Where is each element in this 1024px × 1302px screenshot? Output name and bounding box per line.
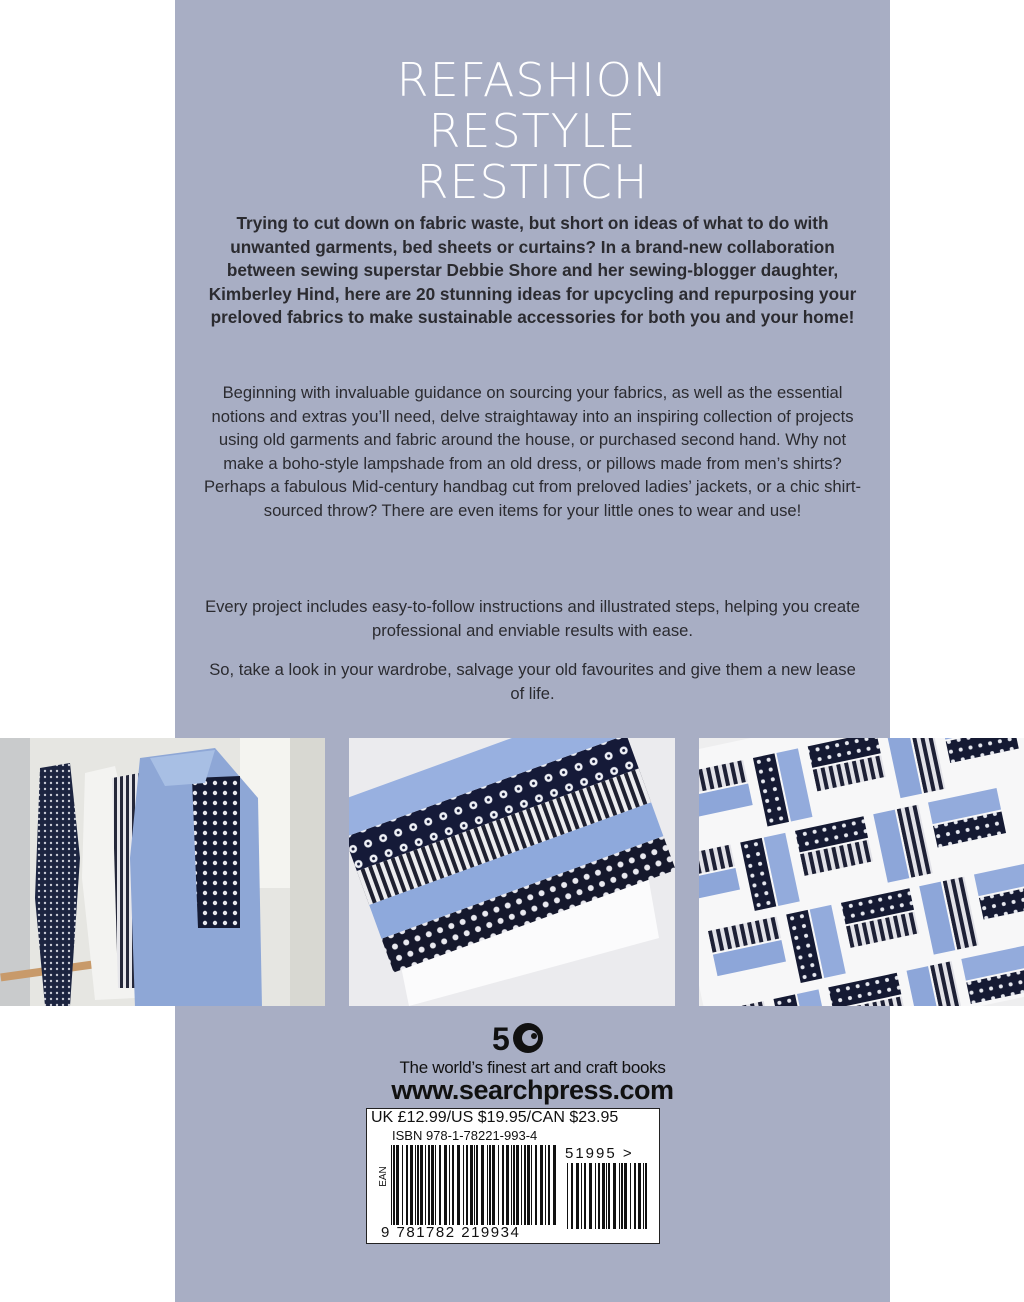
body-paragraph-1: Beginning with invaluable guidance on sourcing your fabrics, as well as the essential notions and extras you’ll need, delve straightaway into an inspiring collection of projects using old garments and fabric around the house, or purchased second hand. Why not make a boho-style lampshade from an old dress, or pillows made from men’s shirts? Perhaps a fabulous Mid-century handbag cut from preloved ladies’ jackets, or a chic shirt-sourced throw? There are even items for your little ones to wear and use! <box>203 383 861 520</box>
barcode-bar <box>406 1145 408 1225</box>
barcode-bar <box>516 1145 519 1225</box>
barcode-bar <box>645 1163 647 1229</box>
barcode-bar <box>621 1163 623 1229</box>
barcode-bar <box>638 1163 641 1229</box>
barcode-bar <box>598 1163 600 1229</box>
barcode-bar <box>606 1163 607 1229</box>
barcode-bar <box>619 1163 620 1229</box>
photo-fabric-strips <box>349 738 675 1006</box>
barcode-bar <box>393 1145 395 1225</box>
publisher-url: www.searchpress.com <box>391 1075 674 1105</box>
barcode-bar <box>602 1163 605 1229</box>
barcode-bar <box>595 1163 596 1229</box>
barcode-bar <box>527 1145 530 1225</box>
barcode-bar <box>513 1145 515 1225</box>
price-text: UK £12.99/US $19.95/CAN $23.95 <box>371 1109 619 1126</box>
barcode-bar <box>608 1163 610 1229</box>
barcode-bar <box>492 1145 495 1225</box>
barcode-bar <box>457 1145 460 1225</box>
barcode-bar <box>417 1145 419 1225</box>
barcode-bar <box>425 1145 426 1225</box>
title-line-1: REFASHION <box>396 53 669 107</box>
barcode-bar <box>643 1163 644 1229</box>
barcode-bar <box>444 1145 447 1225</box>
barcode-addon-bars <box>567 1163 651 1229</box>
barcode-bar <box>474 1145 475 1225</box>
barcode-bar <box>420 1145 423 1225</box>
search-press-50-logo-icon <box>490 1020 550 1056</box>
barcode-bar <box>449 1145 450 1225</box>
barcode-bar <box>553 1145 556 1225</box>
book-title <box>175 55 890 208</box>
barcode-bar <box>581 1163 582 1229</box>
barcode-bar <box>487 1145 488 1225</box>
barcode-bar <box>524 1145 526 1225</box>
barcode-bar <box>545 1145 546 1225</box>
barcode-bar <box>439 1145 441 1225</box>
barcode-bar <box>410 1145 413 1225</box>
barcode-bar <box>634 1163 636 1229</box>
intro-paragraph: Trying to cut down on fabric waste, but short on ideas of what to do with unwanted garments, bed sheets or curtains? In a brand-new collaboration between sewing superstar Debbie Shore and her sewing-blogger daughter, Kimberley Hind, here are 20 stunning ideas for upcycling and repurposing your preloved fabrics to make sustainable accessories for both you and your home! <box>208 213 857 327</box>
barcode-bar <box>521 1145 522 1225</box>
barcode-bar <box>431 1145 434 1225</box>
barcode-bar <box>567 1163 568 1229</box>
barcode-bar <box>548 1145 550 1225</box>
barcode-bar <box>476 1145 478 1225</box>
barcode-bar <box>498 1145 499 1225</box>
barcode-bar <box>540 1145 543 1225</box>
barcode-bar <box>391 1145 392 1225</box>
barcode-bar <box>511 1145 512 1225</box>
barcode-bar <box>452 1145 454 1225</box>
photo-clothes-rail <box>0 738 325 1006</box>
barcode-bar <box>489 1145 491 1225</box>
barcode-bar <box>402 1145 403 1225</box>
barcode-main-digits: 9 781782 219934 <box>381 1224 521 1241</box>
barcode-bar <box>576 1163 579 1229</box>
photo-quilt <box>699 738 1024 1006</box>
barcode-bar <box>463 1145 464 1225</box>
barcode-bar <box>535 1145 537 1225</box>
body-paragraph-2: Every project includes easy-to-follow instructions and illustrated steps, helping you create professional and enviable results with ease. <box>205 597 860 640</box>
barcode-bar <box>589 1163 592 1229</box>
barcode-bar <box>470 1145 473 1225</box>
barcode-bar <box>624 1163 627 1229</box>
barcode-bar <box>481 1145 484 1225</box>
barcode-bar <box>613 1163 616 1229</box>
isbn-text: ISBN 978-1-78221-993-4 <box>392 1128 538 1143</box>
barcode-bar <box>584 1163 586 1229</box>
barcode-panel <box>366 1108 660 1244</box>
body-paragraph-3: So, take a look in your wardrobe, salvage your old favourites and give them a new lease of life. <box>209 660 856 703</box>
ean-label: EAN <box>377 1166 389 1187</box>
barcode-bar <box>466 1145 468 1225</box>
barcode-bar <box>571 1163 573 1229</box>
barcode-bar <box>531 1145 532 1225</box>
barcode-bar <box>435 1145 436 1225</box>
barcode-bar <box>396 1145 399 1225</box>
barcode-bar <box>506 1145 509 1225</box>
barcode-bar <box>428 1145 430 1225</box>
title-line-3: RESTITCH <box>416 155 649 209</box>
publisher-tagline: The world’s finest art and craft books <box>399 1058 666 1077</box>
barcode-main-bars <box>391 1145 561 1225</box>
barcode-bar <box>415 1145 416 1225</box>
title-line-2: RESTYLE <box>428 104 637 158</box>
barcode-bar <box>502 1145 504 1225</box>
barcode-addon-digits: 51995 > <box>565 1145 634 1162</box>
svg-text:5: 5 <box>492 1021 510 1056</box>
barcode-bar <box>630 1163 631 1229</box>
